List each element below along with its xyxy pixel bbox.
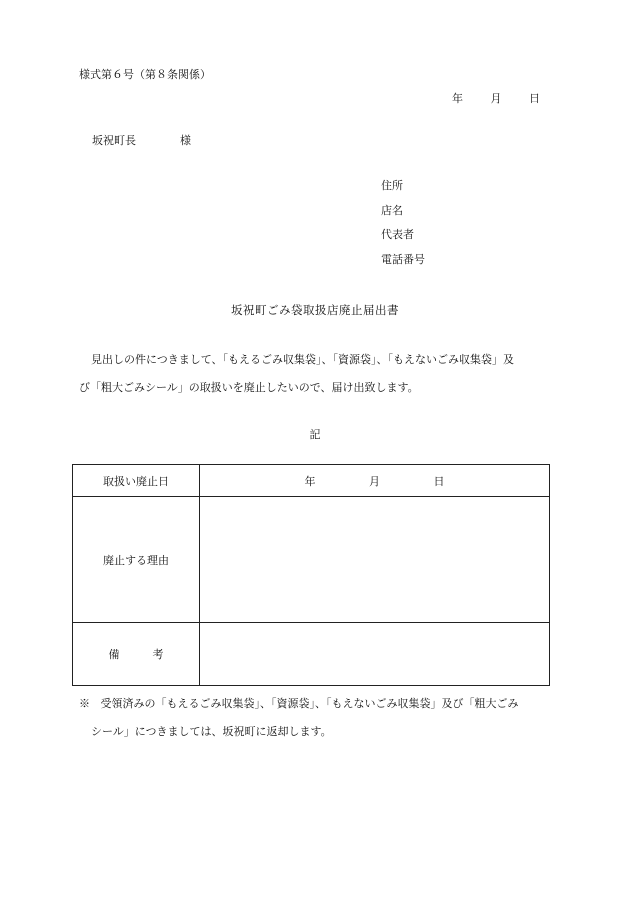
body-line-2: び「粗大ごみシール」の取扱いを廃止したいので、届け出致します。	[79, 381, 419, 394]
footnote-text-1: 受領済みの「もえるごみ収集袋」、「資源袋」、「もえないごみ収集袋」及び「粗大ごみ	[100, 697, 519, 710]
label-reason: 廃止する理由	[73, 497, 200, 623]
date-month: 月	[490, 92, 502, 105]
body-text	[79, 346, 514, 402]
date-day: 日	[529, 92, 540, 105]
abolition-month: 月	[369, 474, 380, 488]
field-store-name: 店名	[381, 203, 403, 217]
form-number: 様式第６号（第８条関係）	[79, 68, 211, 81]
addressee-honorific: 様	[180, 134, 191, 147]
body-line-1: 見出しの件につきまして、「もえるごみ収集袋」、「資源袋」、「もえないごみ収集袋」及	[91, 353, 515, 366]
form-table	[72, 464, 550, 686]
date-header	[452, 90, 540, 106]
addressee	[92, 132, 191, 148]
footnote-line-1	[79, 690, 519, 718]
footnote	[79, 690, 519, 746]
footnote-mark: ※	[79, 697, 90, 710]
field-phone: 電話番号	[381, 252, 425, 266]
document-title: 坂祝町ごみ袋取扱店廃止届出書	[231, 303, 399, 317]
remarks-field[interactable]	[200, 623, 550, 686]
table-row	[73, 465, 550, 497]
label-remarks: 備 考	[73, 623, 200, 686]
table-row	[73, 497, 550, 623]
reason-field[interactable]	[200, 497, 550, 623]
label-abolition-date: 取扱い廃止日	[73, 465, 200, 497]
abolition-year: 年	[304, 474, 316, 488]
ki-heading: 記	[309, 428, 321, 441]
abolition-date-field[interactable]	[200, 465, 550, 497]
applicant-fields	[381, 178, 425, 276]
footnote-line-2: シール」につきましては、坂祝町に返却します。	[91, 725, 332, 738]
table-row	[73, 623, 550, 686]
date-year: 年	[452, 92, 463, 105]
abolition-day: 日	[433, 474, 445, 488]
field-representative: 代表者	[381, 228, 414, 241]
field-address: 住所	[381, 179, 403, 192]
addressee-name: 坂祝町長	[92, 134, 136, 147]
